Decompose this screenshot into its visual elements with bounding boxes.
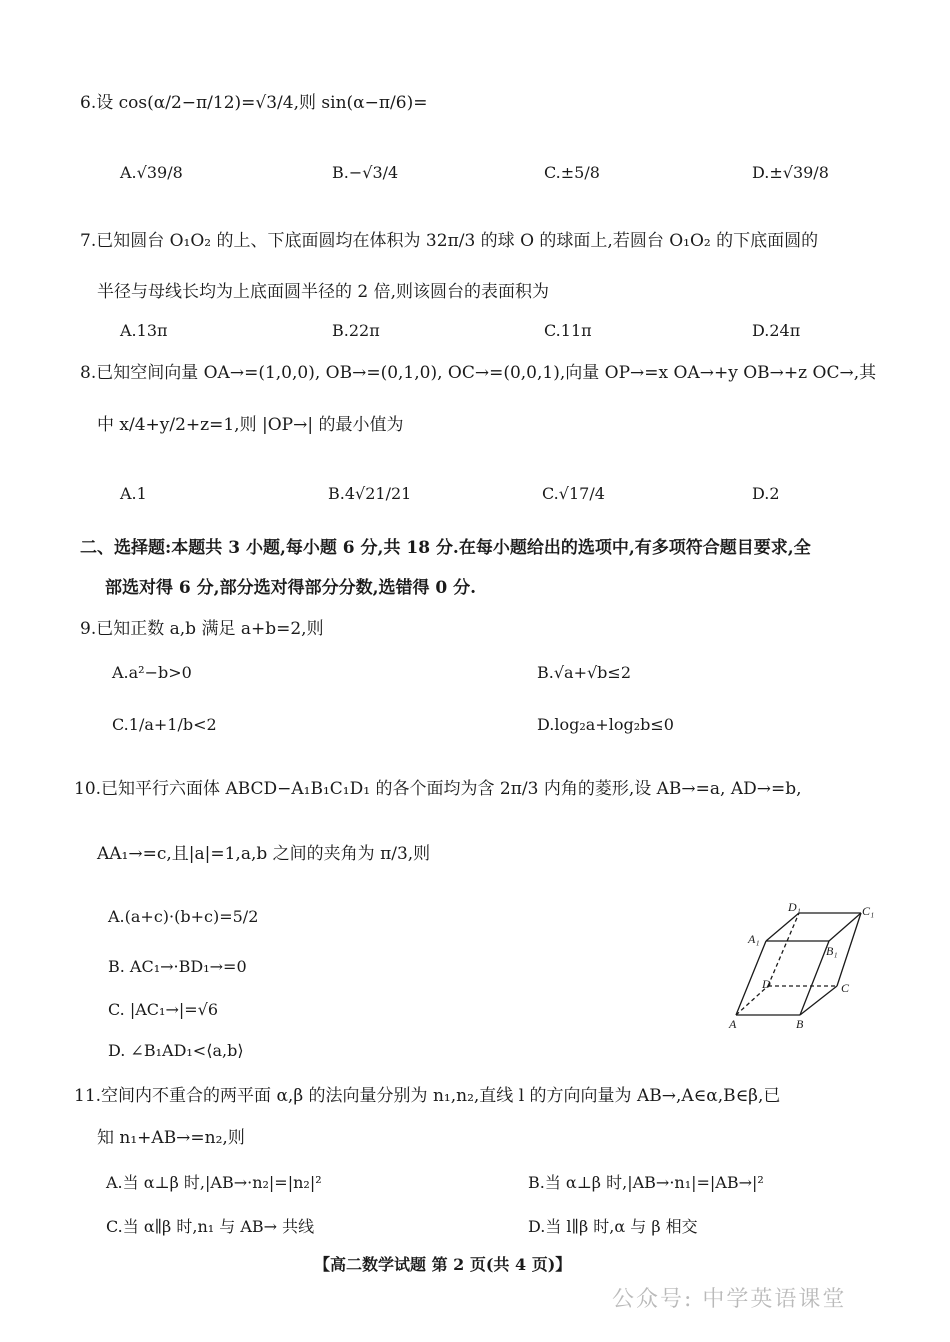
q11-option-c: C.当 α∥β 时,n₁ 与 AB→ 共线: [106, 1217, 315, 1236]
q6-option-b: B.−√3/4: [332, 163, 399, 182]
q9-option-c: C.1/a+1/b<2: [112, 715, 217, 734]
q7-option-a: A.13π: [120, 321, 168, 340]
label-d: D: [762, 977, 771, 991]
section2-heading-line2: 部选对得 6 分,部分选对得部分分数,选错得 0 分.: [105, 578, 477, 598]
parallelepiped-figure: [720, 896, 880, 1036]
q10-option-d: D. ∠B₁AD₁<⟨a,b⟩: [108, 1041, 244, 1060]
q9-option-d: D.log₂a+log₂b≤0: [537, 715, 674, 734]
label-d1: D₁: [788, 900, 801, 914]
label-c1: C₁: [862, 904, 875, 918]
section2-heading-line1: 二、选择题:本题共 3 小题,每小题 6 分,共 18 分.在每小题给出的选项中,有多项符合题目要求,全: [80, 538, 811, 558]
q7-option-c: C.11π: [544, 321, 592, 340]
q6-option-a: A.√39/8: [120, 163, 183, 182]
label-a: A: [729, 1017, 737, 1031]
q10-option-c: C. |AC₁→|=√6: [108, 1000, 219, 1019]
q8-option-b: B.4√21/21: [328, 484, 412, 503]
edge-d-d1: [768, 913, 799, 986]
q8-option-d: D.2: [752, 484, 780, 503]
q8-option-c: C.√17/4: [542, 484, 605, 503]
q10-line1: 10.已知平行六面体 ABCD−A₁B₁C₁D₁ 的各个面均为含 2π/3 内角的菱形,设 AB→=a, AD→=b,: [74, 779, 802, 799]
page-footer: 【高二数学试题 第 2 页(共 4 页)】: [314, 1255, 572, 1274]
q6-stem: 6.设 cos(α/2−π/12)=√3/4,则 sin(α−π/6)=: [80, 93, 428, 113]
q9-option-a: A.a²−b>0: [112, 663, 192, 682]
q6-option-d: D.±√39/8: [752, 163, 829, 182]
watermark: 公众号: 中学英语课堂: [612, 1287, 847, 1312]
q8-line1: 8.已知空间向量 OA→=(1,0,0), OB→=(0,1,0), OC→=(0,0,1),向量 OP→=x OA→+y OB→+z OC→,其: [80, 363, 877, 383]
label-c: C: [841, 981, 850, 995]
label-a1: A₁: [748, 932, 760, 946]
q9-option-b: B.√a+√b≤2: [537, 663, 632, 682]
q8-option-a: A.1: [120, 484, 147, 503]
q11-line1: 11.空间内不重合的两平面 α,β 的法向量分别为 n₁,n₂,直线 l 的方向向量为 AB→,A∈α,B∈β,已: [74, 1086, 781, 1106]
q7-option-b: B.22π: [332, 321, 380, 340]
q10-line2: AA₁→=c,且|a|=1,a,b 之间的夹角为 π/3,则: [97, 844, 431, 864]
q11-option-a: A.当 α⊥β 时,|AB→·n₂|=|n₂|²: [106, 1173, 322, 1192]
q7-line2: 半径与母线长均为上底面圆半径的 2 倍,则该圆台的表面积为: [97, 282, 550, 302]
q9-stem: 9.已知正数 a,b 满足 a+b=2,则: [80, 619, 324, 639]
q7-line1: 7.已知圆台 O₁O₂ 的上、下底面圆均在体积为 32π/3 的球 O 的球面上,若圆台 O₁O₂ 的下底面圆的: [80, 231, 819, 251]
q10-option-b: B. AC₁→·BD₁→=0: [108, 957, 247, 976]
q10-option-a: A.(a+c)·(b+c)=5/2: [108, 907, 259, 926]
q11-option-d: D.当 l∥β 时,α 与 β 相交: [528, 1217, 698, 1236]
q7-option-d: D.24π: [752, 321, 801, 340]
label-b1: B₁: [826, 944, 838, 958]
q8-line2: 中 x/4+y/2+z=1,则 |OP→| 的最小值为: [97, 415, 404, 435]
q11-option-b: B.当 α⊥β 时,|AB→·n₁|=|AB→|²: [528, 1173, 764, 1192]
q11-line2: 知 n₁+AB→=n₂,则: [97, 1128, 245, 1148]
label-b: B: [796, 1017, 804, 1031]
edge-a1-d1: [766, 913, 799, 941]
q6-option-c: C.±5/8: [544, 163, 600, 182]
